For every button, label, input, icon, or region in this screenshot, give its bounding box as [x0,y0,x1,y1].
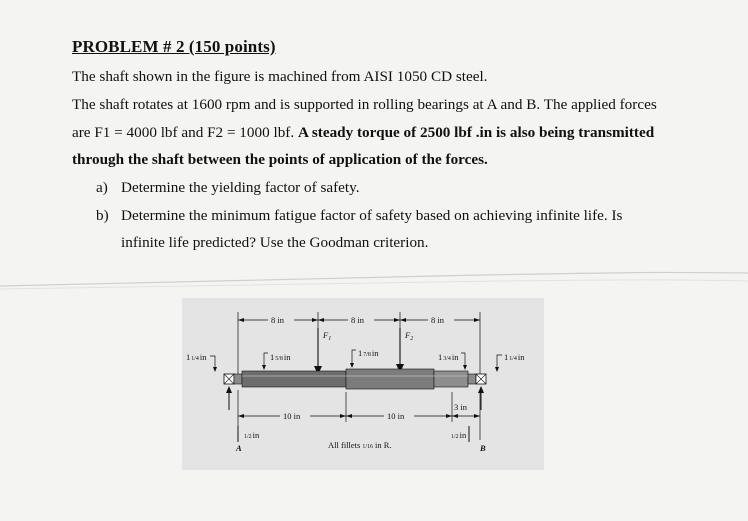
dim-top-2: 8 in [351,315,364,325]
bearing-a-width: 1/2in [244,430,260,440]
item-b-text-2: infinite life predicted? Use the Goodman criterion. [121,234,429,251]
dim-top-1: 8 in [271,315,284,325]
item-b-label: b) [96,207,109,224]
svg-text:F2 [404,330,413,342]
scan-fold-line [0,262,748,298]
force-1-sub: 1 [328,336,332,342]
dia-middle: 17/8in [358,348,379,358]
shaft-middle [346,369,434,389]
dim-top-3: 8 in [431,315,444,325]
fillet-note: All fillets 1/16 in R. [328,440,392,450]
text-line-3 [72,124,654,142]
shaft-diagram [182,298,544,470]
shaft-step-2 [434,371,468,387]
dim-bottom-1: 10 in [283,411,301,421]
force-1-label: F [323,330,329,340]
dia-right-end: 11/4in [504,352,525,362]
reaction-b-arrow [478,386,484,393]
text-line-2: The shaft rotates at 1600 rpm and is supported in rolling bearings at A and B. The applied forces [72,96,657,113]
bearing-b-label: B [480,443,486,453]
item-a-label: a) [96,179,108,196]
item-b-text-1: Determine the minimum fatigue factor of safety based on achieving infinite life. Is [121,207,623,224]
shaft-step-1 [242,371,346,387]
bearing-b-width: 1/2in [451,430,467,440]
item-a-text: Determine the yielding factor of safety. [121,179,360,196]
dim-bottom-3: 3 in [454,402,467,412]
dia-left-end: 11/4in [186,352,207,362]
problem-title: PROBLEM # 2 (150 points) [72,37,276,56]
reaction-a-arrow [226,386,232,393]
text-line-3-bold: A steady torque of 2500 lbf .in is also being transmitted [297,124,655,141]
svg-text:F1 [322,330,331,342]
text-line-1: The shaft shown in the figure is machined from AISI 1050 CD steel. [72,68,488,85]
dia-step-2: 13/4in [438,352,459,362]
force-2-label: F [405,330,411,340]
dia-step-1: 15/8in [270,352,291,362]
shaft-figure [182,298,544,470]
bearing-a-label: A [236,443,242,453]
text-line-3-normal: are F1 = 4000 lbf and F2 = 1000 lbf. [72,124,298,141]
text-line-4: through the shaft between the points of application of the forces. [72,151,488,168]
dim-bottom-2: 10 in [387,411,405,421]
force-2-sub: 2 [410,336,414,342]
